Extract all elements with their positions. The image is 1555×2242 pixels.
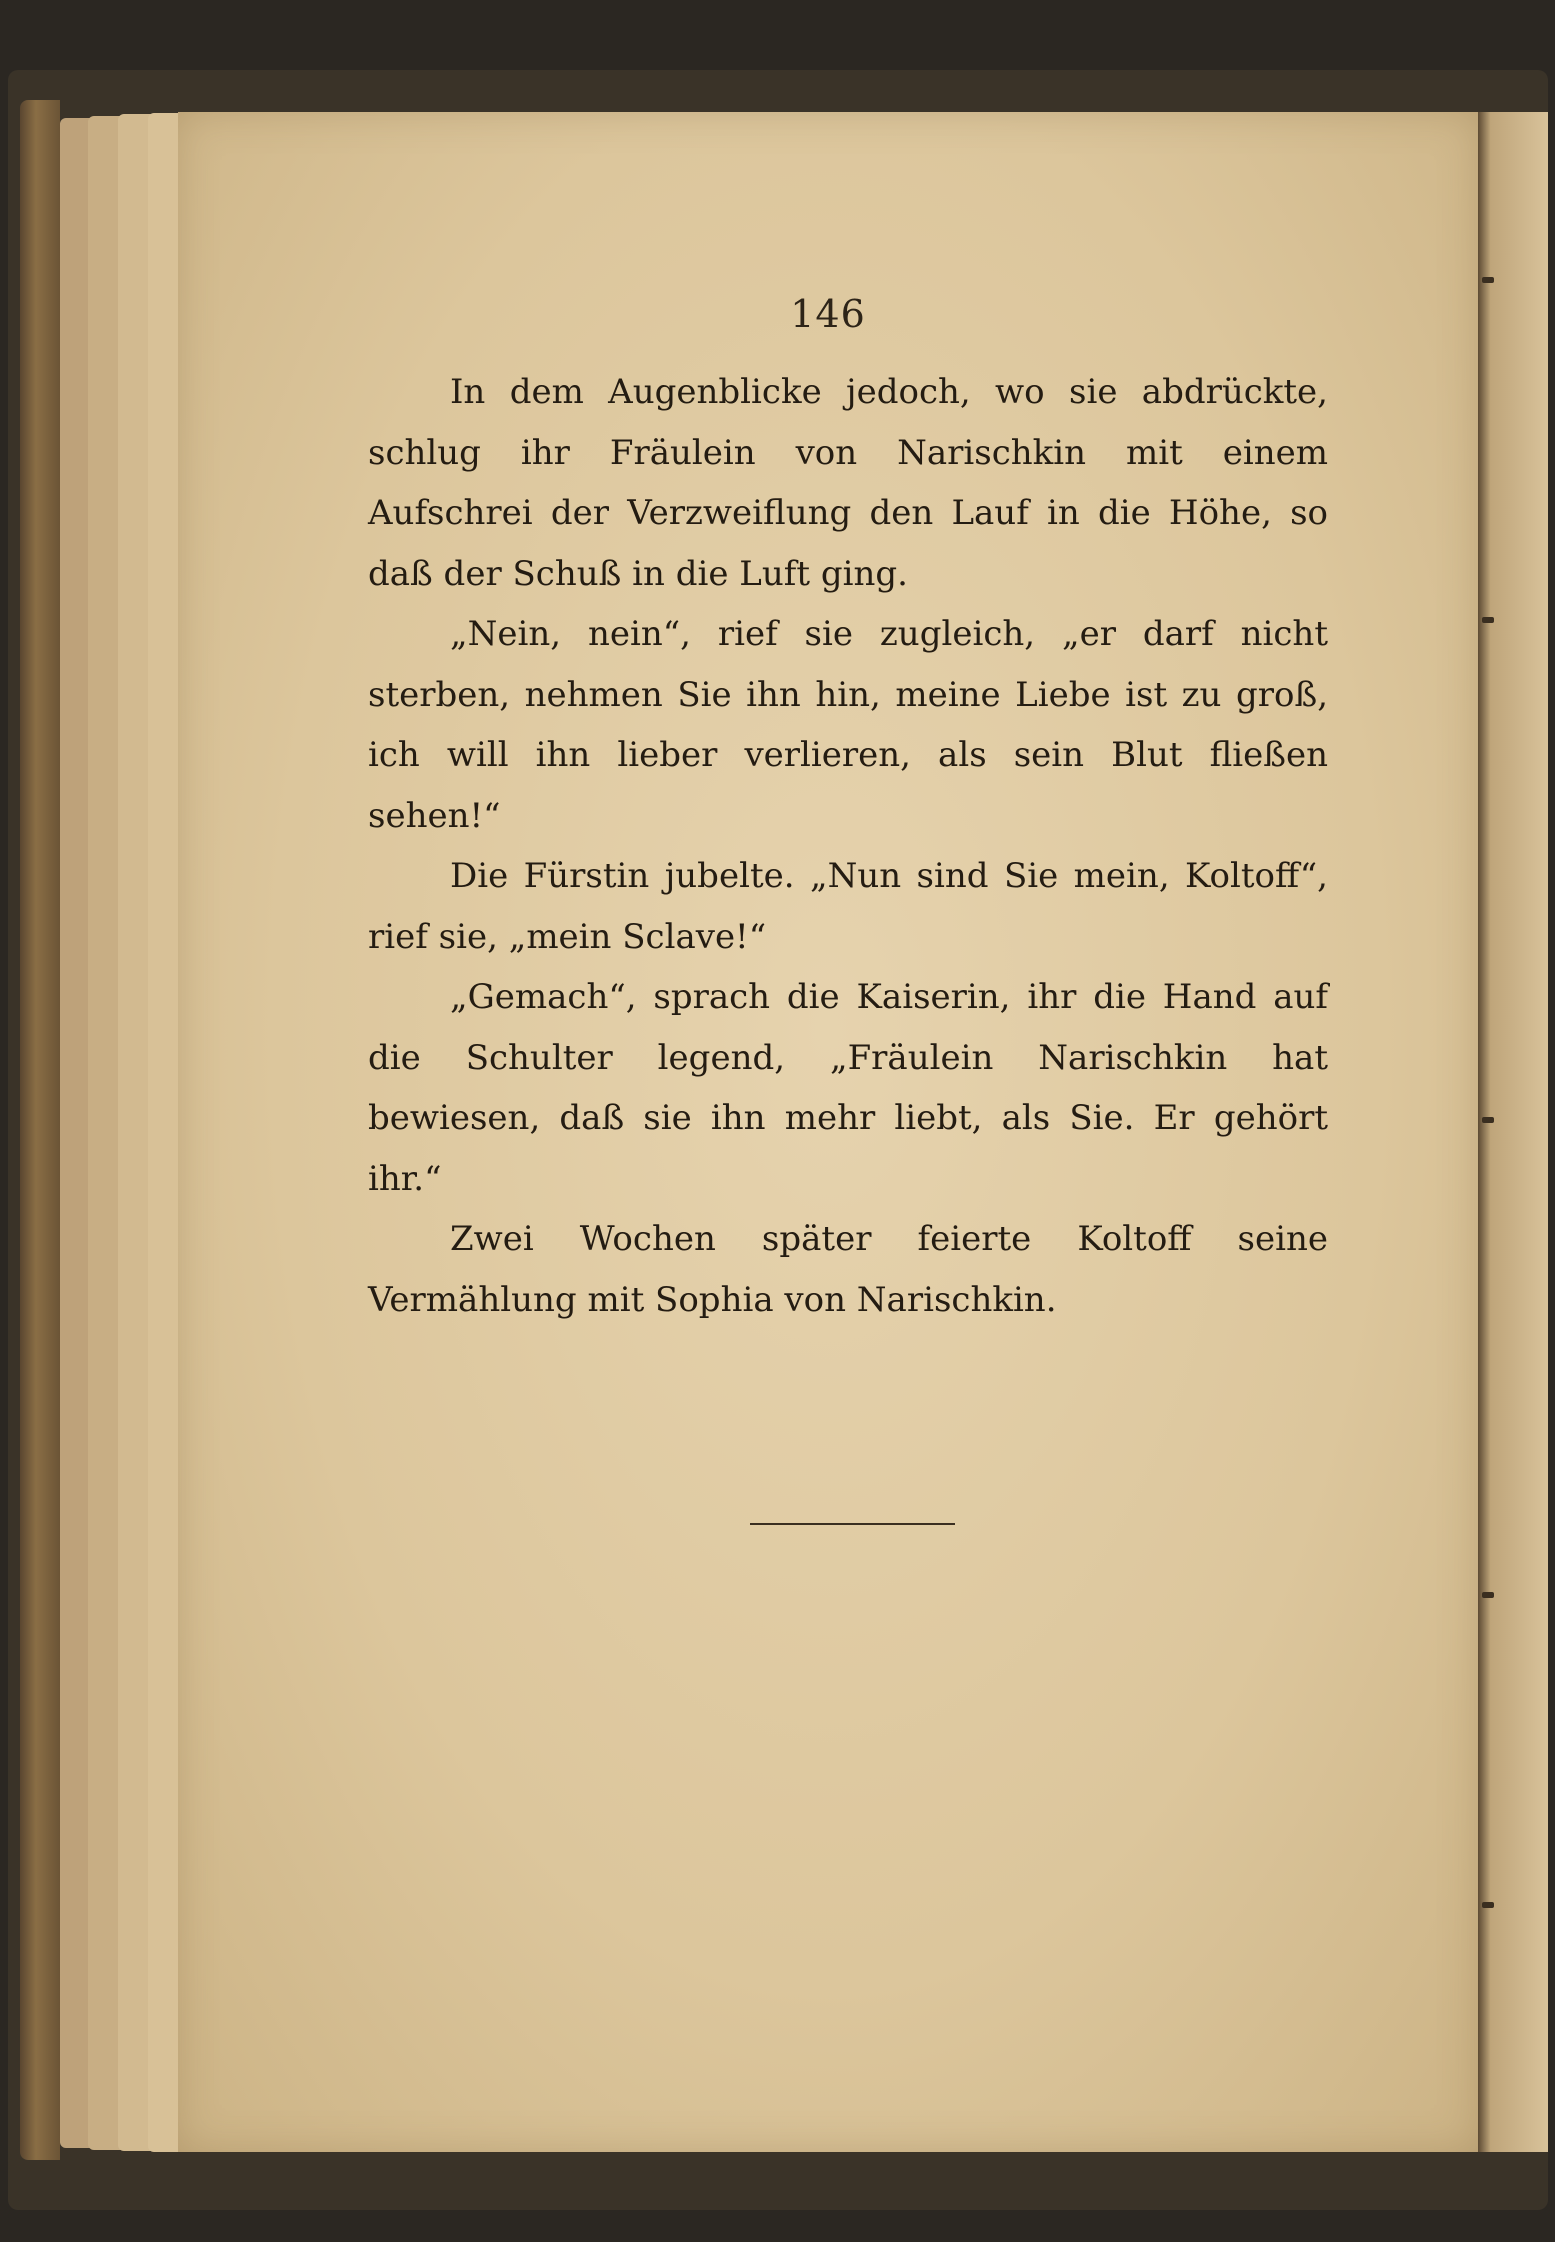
paragraph: „Gemach“, sprach die Kaiserin, ihr die Hand auf die Schulter legend, „Fräulein Narischkin hat bewiesen, daß sie ihn mehr liebt, als Sie. Er gehört ihr.“ [368, 977, 1328, 1199]
section-end-rule [750, 1523, 955, 1525]
edge-mark [1482, 617, 1494, 623]
facing-page-edge [1478, 112, 1548, 2152]
paragraph: „Nein, nein“, rief sie zugleich, „er darf nicht sterben, nehmen Sie ihn hin, meine Liebe ist zu groß, ich will ihn lieber verlieren, als sein Blut fließen sehen!“ [368, 614, 1328, 836]
edge-mark [1482, 1902, 1494, 1908]
edge-mark [1482, 1592, 1494, 1598]
paragraph: In dem Augenblicke jedoch, wo sie abdrückte, schlug ihr Fräulein von Narischkin mit einem Aufschrei der Verzweiflung den Lauf in die Höhe, so daß der Schuß in die Luft ging. [368, 372, 1328, 594]
paragraph: Die Fürstin jubelte. „Nun sind Sie mein, Koltoff“, rief sie, „mein Sclave!“ [368, 856, 1328, 957]
page-number: 146 [790, 292, 866, 336]
paragraph: Zwei Wochen später feierte Koltoff seine Vermählung mit Sophia von Narischkin. [368, 1219, 1328, 1320]
edge-mark [1482, 1117, 1494, 1123]
book-spine-edge [20, 100, 60, 2160]
edge-mark [1482, 277, 1494, 283]
page-text [368, 362, 1328, 1330]
book-page [178, 112, 1478, 2152]
